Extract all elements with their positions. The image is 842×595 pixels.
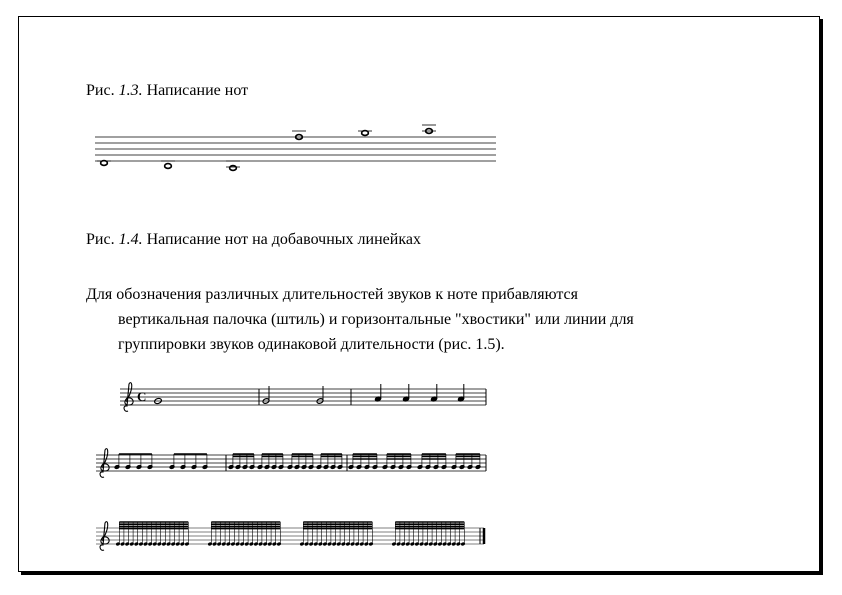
- whole-note: [101, 161, 108, 166]
- durations-staff-2: [96, 449, 486, 478]
- whole-note: [230, 166, 237, 171]
- whole-note: [165, 164, 172, 169]
- whole-note: [362, 131, 369, 136]
- durations-staff-1: [120, 383, 486, 412]
- durations-staff-3: [96, 522, 484, 551]
- body-paragraph: Для обозначения различных длительностей звуков к ноте прибавляются вертикальная палочка (штиль) и горизонтальные "хвостики" или линии для группировки звуков одинаковой длительности (рис. 1.5).: [86, 286, 634, 353]
- figure-1-4-caption: Рис. 1.4. Написание нот на добавочных линейках: [86, 231, 421, 248]
- figure-1-3-staff: [95, 125, 496, 170]
- figure-1-3-caption: Рис. 1.3. Написание нот: [86, 82, 249, 99]
- time-signature: C: [137, 389, 147, 404]
